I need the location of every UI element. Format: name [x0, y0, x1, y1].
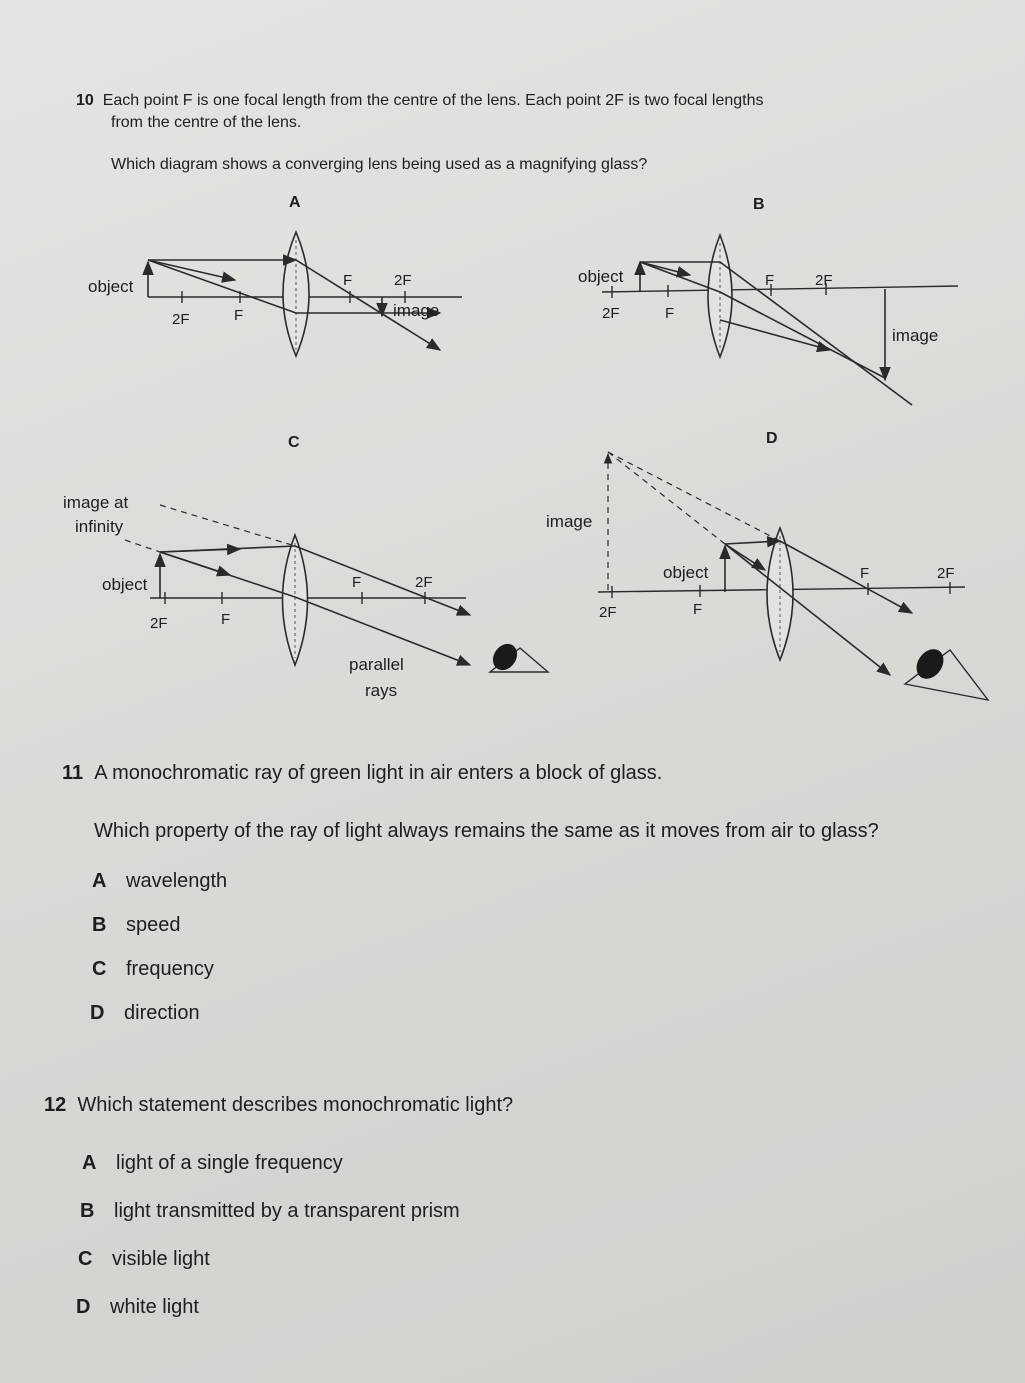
diagram-d-image-label: image — [546, 512, 593, 531]
q12-option-c — [78, 1248, 210, 1271]
diagram-a-f-left: F — [234, 307, 244, 324]
q12-question: Which statement describes monochromatic light? — [77, 1094, 514, 1116]
diagram-b-f-right: F — [765, 272, 775, 289]
q12-option-a-letter: A — [82, 1152, 97, 1174]
q12-option-a-text: light of a single frequency — [116, 1152, 343, 1174]
diagram-d-eye-icon — [905, 644, 988, 700]
q12-option-c-letter: C — [78, 1248, 93, 1270]
q12-option-c-text: visible light — [112, 1248, 210, 1270]
q11-question: Which property of the ray of light always remains the same as it moves from air to glass? — [94, 820, 879, 842]
diagram-b-2f-right: 2F — [815, 272, 833, 289]
q12-number: 12 — [44, 1094, 67, 1116]
q11-option-a-text: wavelength — [126, 870, 228, 892]
diagram-d-letter: D — [766, 430, 778, 447]
q12-option-b — [80, 1200, 460, 1223]
diagram-a-2f-left: 2F — [172, 311, 190, 328]
diagram-c-infinity: infinity — [75, 517, 124, 536]
diagram-a-letter: A — [289, 194, 301, 211]
q11-option-a — [92, 870, 227, 893]
diagram-b-f-left: F — [665, 305, 675, 322]
q10-question: Which diagram shows a converging lens being used as a magnifying glass? — [111, 156, 648, 173]
q12-option-d — [76, 1296, 199, 1319]
diagram-a-image-label: image — [393, 301, 440, 320]
diagram-a-2f-right: 2F — [394, 272, 412, 289]
q11-text: A monochromatic ray of green light in air enters a block of glass. — [94, 762, 663, 784]
diagram-c-f-left: F — [221, 611, 231, 628]
diagram-c-f-right: F — [352, 574, 362, 591]
q12-option-b-letter: B — [80, 1200, 95, 1222]
diagram-c-image-at: image at — [63, 493, 129, 512]
q11-option-d — [90, 1002, 200, 1025]
q10-intro-line2: from the centre of the lens. — [111, 114, 302, 131]
diagram-b-image-label: image — [892, 326, 939, 345]
q11-option-b-text: speed — [126, 914, 181, 936]
diagram-a — [88, 232, 462, 356]
q11-option-c-text: frequency — [126, 958, 214, 980]
diagram-d-object-label: object — [663, 563, 709, 582]
diagram-c-2f-right: 2F — [415, 574, 433, 591]
diagram-c — [63, 493, 548, 700]
diagram-d-2f-left: 2F — [599, 604, 617, 621]
q12-option-d-letter: D — [76, 1296, 91, 1318]
diagram-d-2f-right: 2F — [937, 565, 955, 582]
diagram-b-2f-left: 2F — [602, 305, 620, 322]
diagram-b — [578, 235, 958, 405]
diagram-c-object-label: object — [102, 575, 148, 594]
diagram-c-2f-left: 2F — [150, 615, 168, 632]
diagram-a-object-label: object — [88, 277, 134, 296]
q10-line1-text: Each point F is one focal length from the centre of the lens. Each point 2F is two focal lengths — [102, 92, 764, 109]
diagram-c-letter: C — [288, 434, 300, 451]
q12-option-b-text: light transmitted by a transparent prism — [114, 1200, 460, 1222]
diagram-c-eye-icon — [488, 639, 548, 675]
diagram-c-parallel: parallel — [349, 655, 404, 674]
q11-option-a-letter: A — [92, 870, 107, 892]
q11-option-b — [92, 914, 181, 937]
diagram-b-object-label: object — [578, 267, 624, 286]
diagram-d-f-left: F — [693, 601, 703, 618]
q11-intro — [62, 762, 662, 785]
q11-option-d-text: direction — [124, 1002, 200, 1024]
q12-option-d-text: white light — [110, 1296, 199, 1318]
q11-option-c-letter: C — [92, 958, 107, 980]
diagram-d — [546, 452, 988, 700]
q11-option-d-letter: D — [90, 1002, 105, 1024]
q12-option-a — [82, 1152, 343, 1175]
diagram-a-f-right: F — [343, 272, 353, 289]
q10-number: 10 — [76, 92, 94, 109]
q11-option-b-letter: B — [92, 914, 107, 936]
q11-option-c — [92, 958, 214, 981]
q12-intro — [44, 1094, 513, 1117]
q11-number: 11 — [62, 762, 84, 784]
diagram-b-letter: B — [753, 196, 765, 213]
diagram-b-axis — [602, 286, 958, 292]
diagram-d-f-right: F — [860, 565, 870, 582]
diagram-c-rays: rays — [365, 681, 398, 700]
